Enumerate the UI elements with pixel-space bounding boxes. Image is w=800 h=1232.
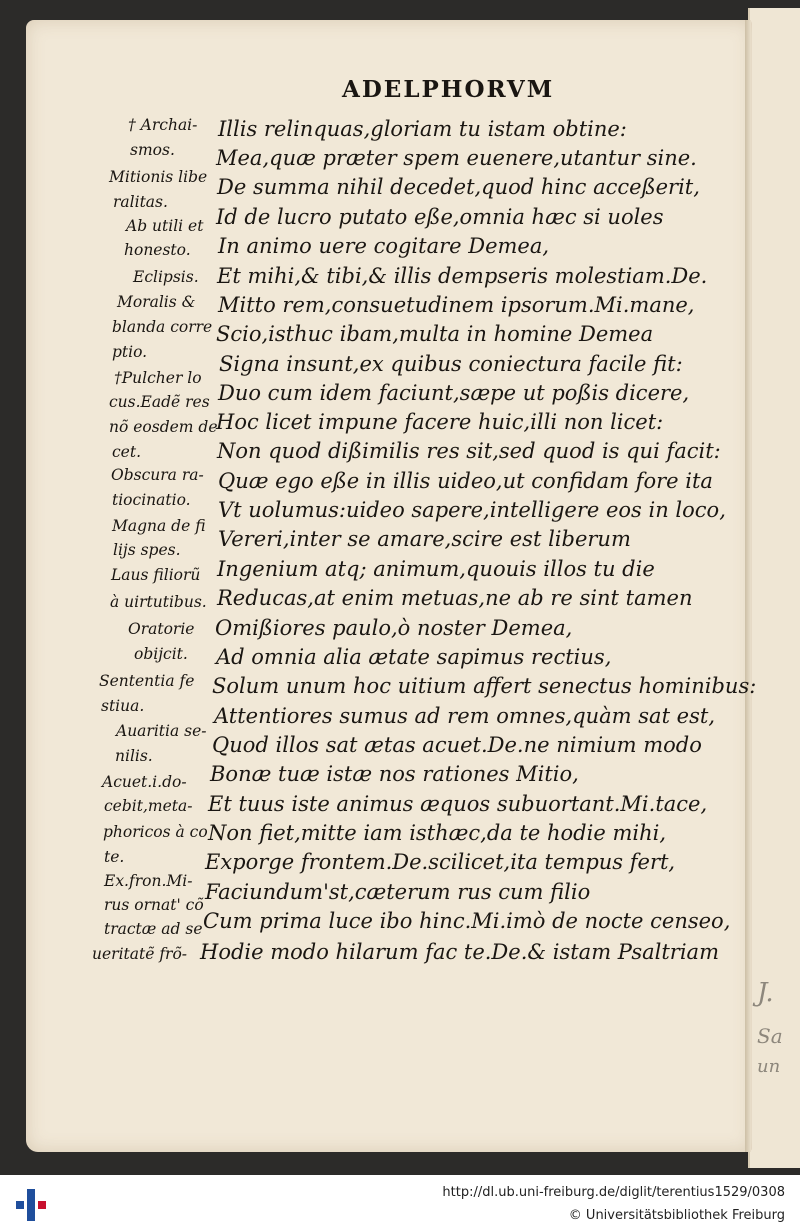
- marginal-note: nõ eosdem de: [109, 418, 218, 436]
- marginal-note: Eclipsis.: [133, 268, 199, 286]
- facing-page-edge: [748, 8, 800, 1168]
- marginal-note: phoricos à co: [103, 823, 208, 841]
- marginal-note: smos.: [130, 141, 175, 159]
- running-head: ADELPHORVM: [342, 76, 555, 103]
- bleed-through-text: J.: [757, 978, 774, 1008]
- library-logo-icon: [16, 1187, 50, 1221]
- text-line: Faciundum'st,cæterum rus cum filio: [205, 880, 591, 904]
- text-line: Ad omnia alia ætate sapimus rectius,: [216, 645, 612, 669]
- marginal-note: lijs spes.: [113, 541, 181, 559]
- text-line: Quod illos sat ætas acuet.De.ne nimium modo: [212, 733, 702, 757]
- text-line: Ingenium atq; animum,quouis illos tu die: [217, 557, 655, 581]
- text-line: Vt uolumus:uideo sapere,intelligere eos in loco,: [218, 498, 726, 522]
- marginal-note: stiua.: [101, 697, 145, 715]
- text-line: Scio,isthuc ibam,multa in homine Demea: [216, 322, 654, 346]
- text-line: Et tuus iste animus æquos subuortant.Mi.tace,: [208, 792, 708, 816]
- marginal-note: rus ornat' cõ: [104, 896, 204, 914]
- copyright-notice: © Universitätsbibliothek Freiburg: [568, 1208, 785, 1223]
- marginal-note: Auaritia se-: [116, 722, 207, 740]
- text-line: Cum prima luce ibo hinc.Mi.imò de nocte censeo,: [203, 909, 731, 933]
- text-line: Signa insunt,ex quibus coniectura facile fit:: [219, 352, 683, 376]
- marginal-note: honesto.: [124, 241, 191, 259]
- text-line: Et mihi,& tibi,& illis dempseris molestiam.De.: [217, 264, 708, 288]
- marginal-note: à uirtutibus.: [110, 593, 207, 611]
- marginal-note: te.: [104, 848, 125, 866]
- text-line: Attentiores sumus ad rem omnes,quàm sat est,: [214, 704, 715, 728]
- text-line: Exporge frontem.De.scilicet,ita tempus fert,: [205, 850, 676, 874]
- marginal-note: Mitionis libe: [109, 168, 208, 186]
- marginal-note: Laus filiorũ: [111, 566, 201, 584]
- text-line: Hoc licet impune facere huic,illi non licet:: [216, 410, 664, 434]
- text-line: Mitto rem,consuetudinem ipsorum.Mi.mane,: [218, 293, 695, 317]
- text-line: Mea,quæ præter spem euenere,utantur sine.: [216, 146, 697, 170]
- marginal-note: Sententia fe: [99, 672, 195, 690]
- marginal-note: Ex.fron.Mi-: [104, 872, 193, 890]
- text-line: Non quod dißimilis res sit,sed quod is qui facit:: [217, 439, 721, 463]
- text-line: Quæ ego eße in illis uideo,ut confidam fore ita: [218, 469, 713, 493]
- marginal-note: Obscura ra-: [111, 466, 204, 484]
- marginal-note: Oratorie: [128, 620, 195, 638]
- text-line: In animo uere cogitare Demea,: [218, 234, 550, 258]
- text-line: Illis relinquas,gloriam tu istam obtine:: [218, 117, 627, 141]
- text-line: Hodie modo hilarum fac te.De.& istam Psaltriam: [200, 940, 719, 964]
- text-line: Omißiores paulo,ò noster Demea,: [215, 616, 573, 640]
- marginal-note: cus.Eadẽ res: [109, 393, 210, 411]
- marginal-note: cet.: [112, 443, 142, 461]
- page-gutter: [745, 20, 751, 1152]
- text-line: Solum unum hoc uitium affert senectus hominibus:: [212, 674, 757, 698]
- text-line: Reducas,at enim metuas,ne ab re sint tamen: [217, 586, 693, 610]
- text-line: Bonæ tuæ istæ nos rationes Mitio,: [210, 762, 579, 786]
- text-line: Duo cum idem faciunt,sæpe ut poßis dicere,: [218, 381, 690, 405]
- marginal-note: Magna de fi: [112, 517, 206, 535]
- marginal-note: ptio.: [112, 343, 148, 361]
- text-line: Id de lucro putato eße,omnia hæc si uoles: [216, 205, 664, 229]
- page-permalink[interactable]: http://dl.ub.uni-freiburg.de/diglit/terentius1529/0308: [442, 1185, 785, 1200]
- marginal-note: ueritatẽ frõ-: [92, 945, 188, 963]
- marginal-note: ralitas.: [113, 193, 168, 211]
- bleed-through-text: Sa: [757, 1024, 783, 1048]
- marginal-note: obijcit.: [134, 645, 188, 663]
- marginal-note: tractæ ad se: [104, 920, 203, 938]
- text-line: De summa nihil decedet,quod hinc acceßerit,: [217, 175, 700, 199]
- marginal-note: blanda corre: [112, 318, 213, 336]
- text-line: Vereri,inter se amare,scire est liberum: [218, 527, 631, 551]
- marginal-note: cebit,meta-: [104, 797, 193, 815]
- marginal-note: †Pulcher lo: [114, 369, 202, 387]
- marginal-note: Acuet.i.do-: [102, 773, 187, 791]
- bleed-through-text: un: [757, 1056, 781, 1077]
- text-line: Non fiet,mitte iam isthæc,da te hodie mihi,: [208, 821, 666, 845]
- marginal-note: † Archai-: [128, 116, 198, 134]
- viewer-footer: [0, 1175, 800, 1232]
- marginal-note: tiocinatio.: [112, 491, 191, 509]
- marginal-note: Ab utili et: [126, 217, 204, 235]
- marginal-note: Moralis &: [117, 293, 196, 311]
- marginal-note: nilis.: [115, 747, 153, 765]
